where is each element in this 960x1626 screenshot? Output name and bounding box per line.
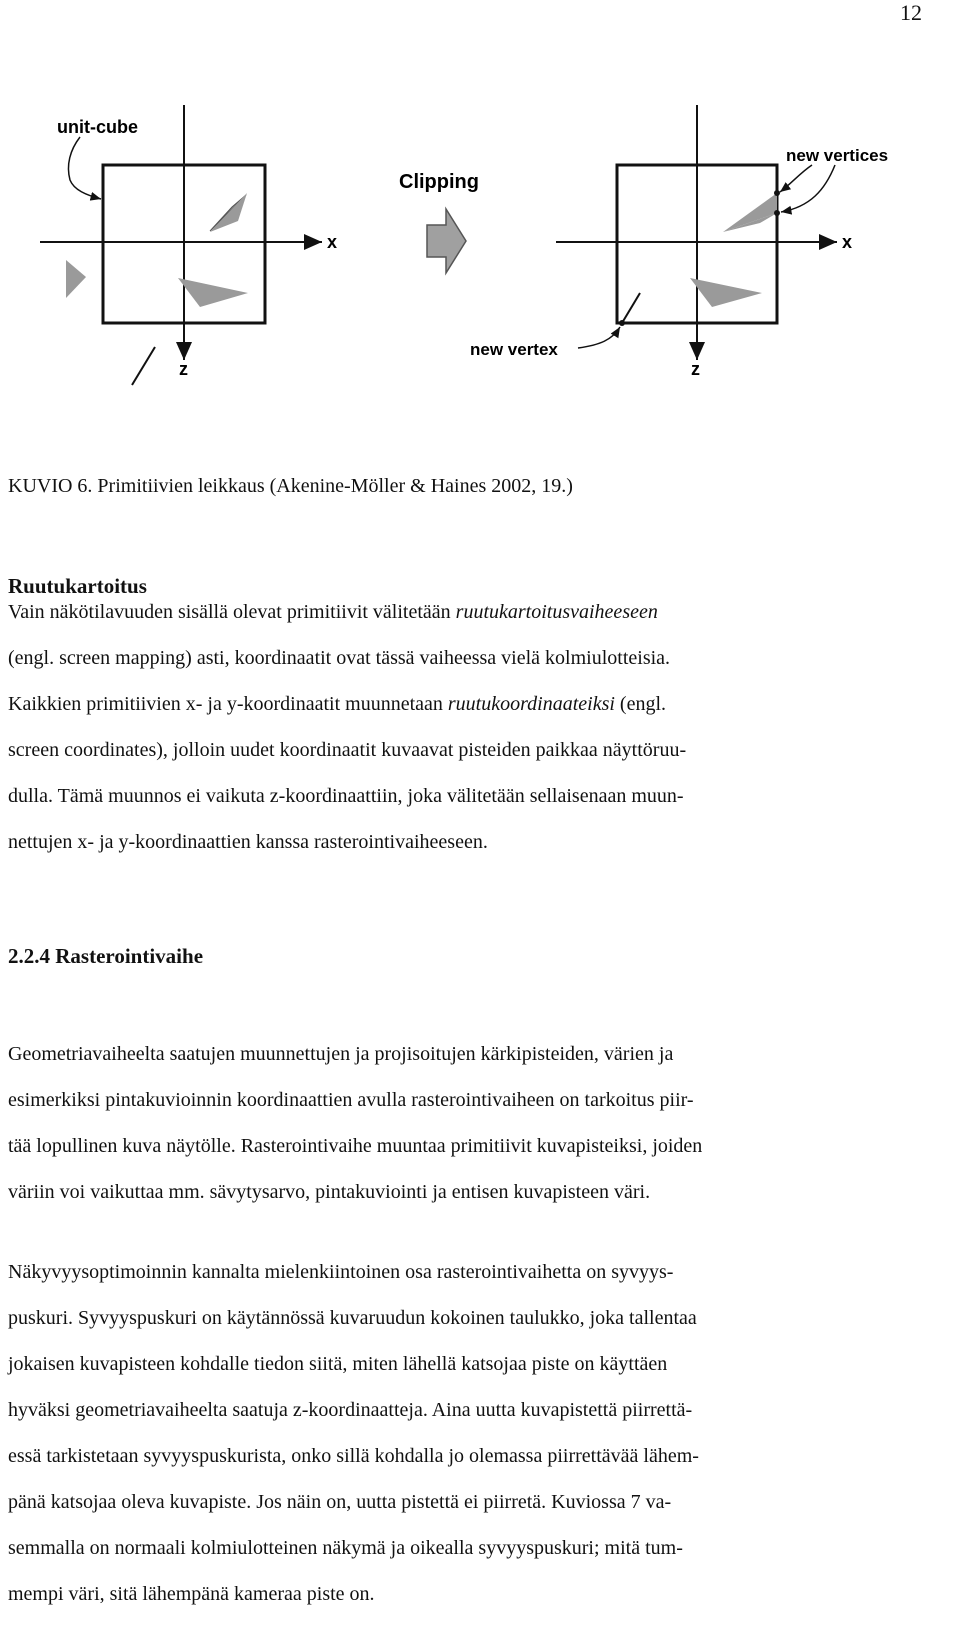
- paragraph-line: semmalla on normaali kolmiulotteinen näkymä ja oikealla syvyyspuskuri; mitä tum-: [8, 1537, 683, 1559]
- paragraph-line: essä tarkistetaan syvyyspuskurista, onko sillä kohdalla jo olemassa piirrettävää lähem-: [8, 1445, 699, 1467]
- unit-cube-label: unit-cube: [57, 117, 138, 137]
- paragraph-line: screen coordinates), jolloin uudet koordinaatit kuvaavat pisteiden paikkaa näyttöruu-: [8, 739, 687, 761]
- center-arrow: [399, 171, 479, 273]
- line-segment-left: [132, 347, 155, 385]
- figure-caption: KUVIO 6. Primitiivien leikkaus (Akenine-Möller & Haines 2002, 19.): [8, 475, 573, 497]
- new-vertices-pointer-1: [780, 165, 812, 192]
- paragraph-line: esimerkiksi pintakuvioinnin koordinaattien avulla rasterointivaiheen on tarkoitus piir-: [8, 1089, 694, 1111]
- paragraph-line: Näkyvyysoptimoinnin kannalta mielenkiintoinen osa rasterointivaihetta on syvyys-: [8, 1261, 674, 1283]
- new-vertex-line: [619, 320, 625, 326]
- clipped-line-segment: [622, 293, 640, 323]
- unit-cube-pointer: [68, 137, 101, 199]
- new-vertices-pointer-2: [781, 165, 835, 212]
- paragraph-line: Vain näkötilavuuden sisällä olevat primitiivit välitetään ruutukartoitusvaiheeseen: [8, 601, 658, 623]
- paragraph-line: pänä katsojaa oleva kuvapiste. Jos näin on, uutta pistettä ei piirretä. Kuviossa 7 va-: [8, 1491, 672, 1513]
- clipped-triangle: [723, 193, 777, 232]
- new-vertices-label: new vertices: [786, 146, 889, 165]
- paragraph-line: hyväksi geometriavaiheelta saatuja z-koordinaatteja. Aina uutta kuvapistettä piirrettä-: [8, 1399, 693, 1421]
- paragraph-line: (engl. screen mapping) asti, koordinaatit ovat tässä vaiheessa vielä kolmiulotteisia.: [8, 647, 671, 669]
- paragraph-line: tää lopullinen kuva näytölle. Rasterointivaihe muuntaa primitiivit kuvapisteiksi, joiden: [8, 1135, 703, 1157]
- new-vertex-bottom: [774, 210, 780, 216]
- z-axis-left-label: z: [179, 359, 188, 379]
- page-number: 12: [900, 0, 922, 25]
- crossing-triangle-right: [690, 278, 762, 307]
- paragraph-line: mempi väri, sitä lähempänä kameraa piste on.: [8, 1583, 375, 1605]
- paragraph-line: puskuri. Syvyyspuskuri on käytännössä kuvaruudun kokoinen taulukko, joka tallentaa: [8, 1307, 697, 1329]
- clipping-label: Clipping: [399, 171, 479, 193]
- new-vertex-label: new vertex: [470, 340, 558, 359]
- clipping-figure: [0, 95, 960, 395]
- paragraph-line: väriin voi vaikuttaa mm. sävytysarvo, pintakuviointi ja entisen kuvapisteen väri.: [8, 1181, 651, 1203]
- clipping-arrow: [427, 209, 466, 273]
- paragraph-line: dulla. Tämä muunnos ei vaikuta z-koordinaattiin, joka välitetään sellaisenaan muun-: [8, 785, 684, 807]
- z-axis-right-label: z: [691, 359, 700, 379]
- section-heading-rasterointivaihe: 2.2.4 Rasterointivaihe: [8, 944, 204, 968]
- paragraph-line: jokaisen kuvapisteen kohdalle tiedon siitä, miten lähellä katsojaa piste on käyttäen: [8, 1353, 668, 1375]
- x-axis-right-label: x: [842, 232, 853, 252]
- paragraph-line: nettujen x- ja y-koordinaattien kanssa rasterointivaiheeseen.: [8, 831, 488, 853]
- triangle-outside: [66, 260, 86, 298]
- paragraph-line: Kaikkien primitiivien x- ja y-koordinaatit muunnetaan ruutukoordinaateiksi (engl.: [8, 693, 667, 715]
- paragraph-line: Geometriavaiheelta saatujen muunnettujen ja projisoitujen kärkipisteiden, värien ja: [8, 1043, 674, 1065]
- right-diagram: [470, 105, 888, 379]
- new-vertex-pointer: [578, 327, 620, 348]
- section-heading-ruutukartoitus: Ruutukartoitus: [8, 574, 147, 598]
- new-vertex-top: [774, 190, 780, 196]
- x-axis-left-label: x: [327, 232, 338, 252]
- left-diagram: [40, 105, 337, 385]
